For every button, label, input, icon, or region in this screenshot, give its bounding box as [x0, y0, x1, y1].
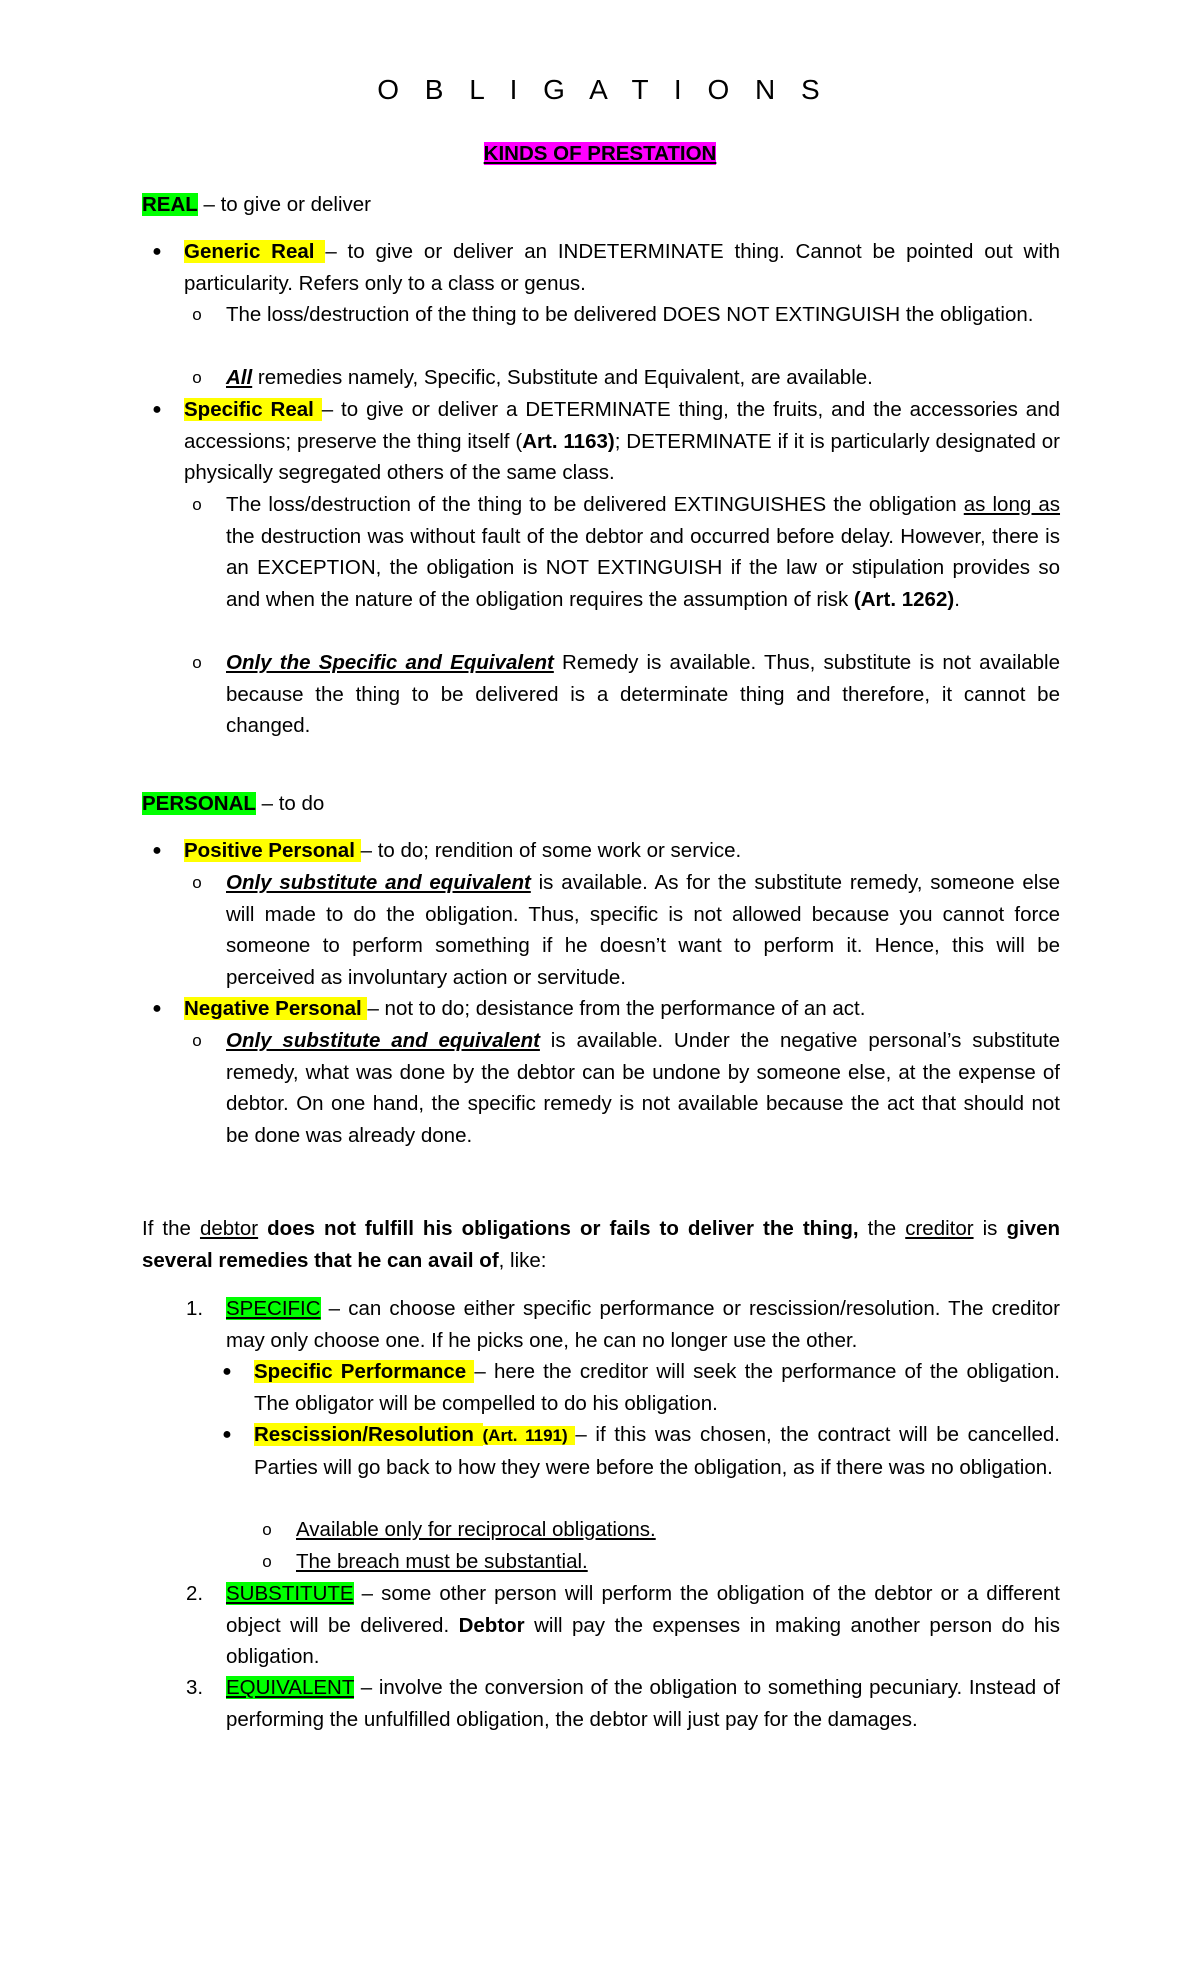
list-number: 1. [186, 1297, 204, 1320]
generic-real-sub1-text: The loss/destruction of the thing to be delivered DOES NOT EXTINGUISH the obligation. [226, 303, 1034, 326]
positive-personal-sub-rest: is available. As for the substitute remedy, someone else will made to do the obligation. Thus, specific is not allowed because you cannot force someone to perform something if he doesn’t want to perform it. Hence, this will be perceived as involuntary action or servitude. [226, 871, 1060, 989]
specific-real-sub1-b: the destruction was without fault of the debtor and occurred before delay. However, there is an EXCEPTION, the obligation is NOT EXTINGUISH if the law or stipulation provides so and when the nature of the obligation requires the assumption of risk [226, 524, 1060, 611]
remedy-substitute-text-b: will pay the expenses in making another person do his obligation. [226, 1613, 1060, 1668]
intro-text-e: given several remedies that he can avail of [142, 1217, 1061, 1272]
generic-real-sub2 [192, 362, 1060, 394]
rescission-sub1-text: Available only for reciprocal obligations. [296, 1518, 656, 1541]
real-label: REAL [142, 193, 198, 216]
generic-real-item [152, 236, 1060, 299]
circle-bullet-icon: o [192, 1031, 202, 1050]
bullet-icon: ● [152, 1000, 162, 1017]
generic-real-text: – to give or deliver an INDETERMINATE thing. Cannot be pointed out with particularity. Refers only to a class or genus. [184, 240, 1060, 295]
circle-bullet-icon: o [262, 1520, 272, 1539]
real-heading [142, 189, 371, 221]
positive-personal-item [152, 835, 1060, 867]
remedy-specific-text: – can choose either specific performance or rescission/resolution. The creditor may only choose one. If he picks one, he can no longer use the other. [226, 1297, 1060, 1352]
rescission-label: Rescission/Resolution [254, 1423, 483, 1446]
remedy-equivalent-label: EQUIVALENT [226, 1676, 354, 1699]
positive-personal-text: – to do; rendition of some work or service. [360, 839, 742, 862]
remedy-equivalent-text: – involve the conversion of the obligation to something pecuniary. Instead of performing the unfulfilled obligation, the debtor will just pay for the damages. [226, 1676, 1060, 1731]
specific-real-sub1-a: The loss/destruction of the thing to be delivered EXTINGUISHES the obligation [226, 493, 964, 516]
intro-debtor: debtor [199, 1217, 259, 1240]
remedy-substitute [186, 1578, 1060, 1673]
rescission-sub1 [262, 1514, 1060, 1546]
remedy-specific-label: SPECIFIC [226, 1297, 321, 1320]
document-title: O B L I G A T I O N S [377, 74, 829, 105]
specific-real-label: Specific Real [184, 398, 322, 421]
specific-real-sub1-u: as long as [963, 493, 1061, 516]
specific-performance-label: Specific Performance [254, 1360, 475, 1383]
generic-real-sub2-rest: remedies namely, Specific, Substitute and Equivalent, are available. [252, 366, 873, 389]
remedy-substitute-text-a: – some other person will perform the obligation of the debtor or a different object will be delivered. [226, 1582, 1060, 1637]
rescission-art: (Art. 1191) [482, 1426, 576, 1445]
section-subtitle [0, 138, 1200, 169]
positive-personal-sub-em: Only substitute and equivalent [226, 871, 531, 894]
intro-text-f: , like: [498, 1248, 547, 1272]
circle-bullet-icon: o [192, 653, 202, 672]
specific-real-sub2 [192, 647, 1061, 742]
rescission-item [222, 1419, 1060, 1483]
specific-real-sub1 [192, 489, 1061, 615]
bullet-icon: ● [152, 243, 162, 260]
positive-personal-label: Positive Personal [184, 839, 361, 862]
circle-bullet-icon: o [192, 368, 202, 387]
remedy-specific [186, 1293, 1060, 1356]
circle-bullet-icon: o [192, 873, 202, 892]
negative-personal-item [152, 993, 1060, 1025]
generic-real-sub1 [192, 299, 1060, 331]
bullet-icon: ● [152, 401, 162, 418]
intro-creditor: creditor [905, 1217, 974, 1240]
subtitle-text: KINDS OF PRESTATION [483, 142, 717, 165]
personal-heading [142, 788, 324, 820]
remedy-equivalent [186, 1672, 1060, 1735]
specific-real-sub1-end: . [954, 587, 960, 611]
personal-label: PERSONAL [142, 792, 256, 815]
specific-performance-text: – here the creditor will seek the performance of the obligation. The obligator will be compelled to do his obligation. [254, 1360, 1060, 1415]
specific-real-sub2-em: Only the Specific and Equivalent [226, 651, 554, 674]
specific-real-art: Art. 1163) [522, 429, 615, 453]
intro-text-c: the [858, 1217, 906, 1240]
generic-real-sub2-em: All [226, 366, 253, 389]
bullet-icon: ● [152, 842, 162, 859]
negative-personal-label: Negative Personal [184, 997, 368, 1020]
negative-personal-sub-rest: is available. Under the negative personal’s substitute remedy, what was done by the debtor can be undone by someone else, at the expense of debtor. On one hand, the specific remedy is not available because the act that should not be done was already done. [226, 1029, 1060, 1147]
specific-real-text-a: – to give or deliver a DETERMINATE thing, the fruits, and the accessories and accessions; preserve the thing itself ( [184, 398, 1060, 453]
intro-text-b: does not fulfill his obligations or fails to deliver the thing, [258, 1217, 859, 1240]
real-desc: – to give or deliver [197, 193, 372, 216]
bullet-icon: ● [222, 1363, 232, 1380]
generic-real-label: Generic Real [184, 240, 326, 263]
negative-personal-text: – not to do; desistance from the performance of an act. [367, 997, 866, 1020]
circle-bullet-icon: o [262, 1552, 272, 1571]
list-number: 2. [186, 1582, 204, 1605]
negative-personal-sub [192, 1025, 1060, 1151]
remedies-intro [142, 1213, 1060, 1276]
remedy-substitute-bold: Debtor [458, 1613, 525, 1637]
list-number: 3. [186, 1676, 204, 1699]
intro-text-a: If the [142, 1217, 200, 1240]
personal-desc: – to do [255, 792, 325, 815]
remedy-substitute-label: SUBSTITUTE [226, 1582, 354, 1605]
specific-real-item [152, 394, 1060, 489]
bullet-icon: ● [222, 1426, 232, 1443]
specific-real-sub2-rest: Remedy is available. Thus, substitute is not available because the thing to be delivered is a determinate thing and therefore, it cannot be changed. [226, 651, 1061, 737]
specific-real-sub1-art: (Art. 1262) [853, 587, 955, 611]
rescission-text: – if this was chosen, the contract will be cancelled. Parties will go back to how they were before the obligation, as if there was no obligation. [254, 1423, 1060, 1479]
circle-bullet-icon: o [192, 305, 202, 324]
intro-text-d: is [973, 1217, 1007, 1240]
rescission-sub2-text: The breach must be substantial. [296, 1550, 588, 1573]
specific-performance-item [222, 1356, 1060, 1419]
specific-real-text-b: ; DETERMINATE if it is particularly designated or physically segregated others of the same class. [184, 429, 1060, 484]
circle-bullet-icon: o [192, 495, 202, 514]
positive-personal-sub [192, 867, 1060, 993]
negative-personal-sub-em: Only substitute and equivalent [226, 1029, 540, 1052]
rescission-sub2 [262, 1546, 1060, 1578]
